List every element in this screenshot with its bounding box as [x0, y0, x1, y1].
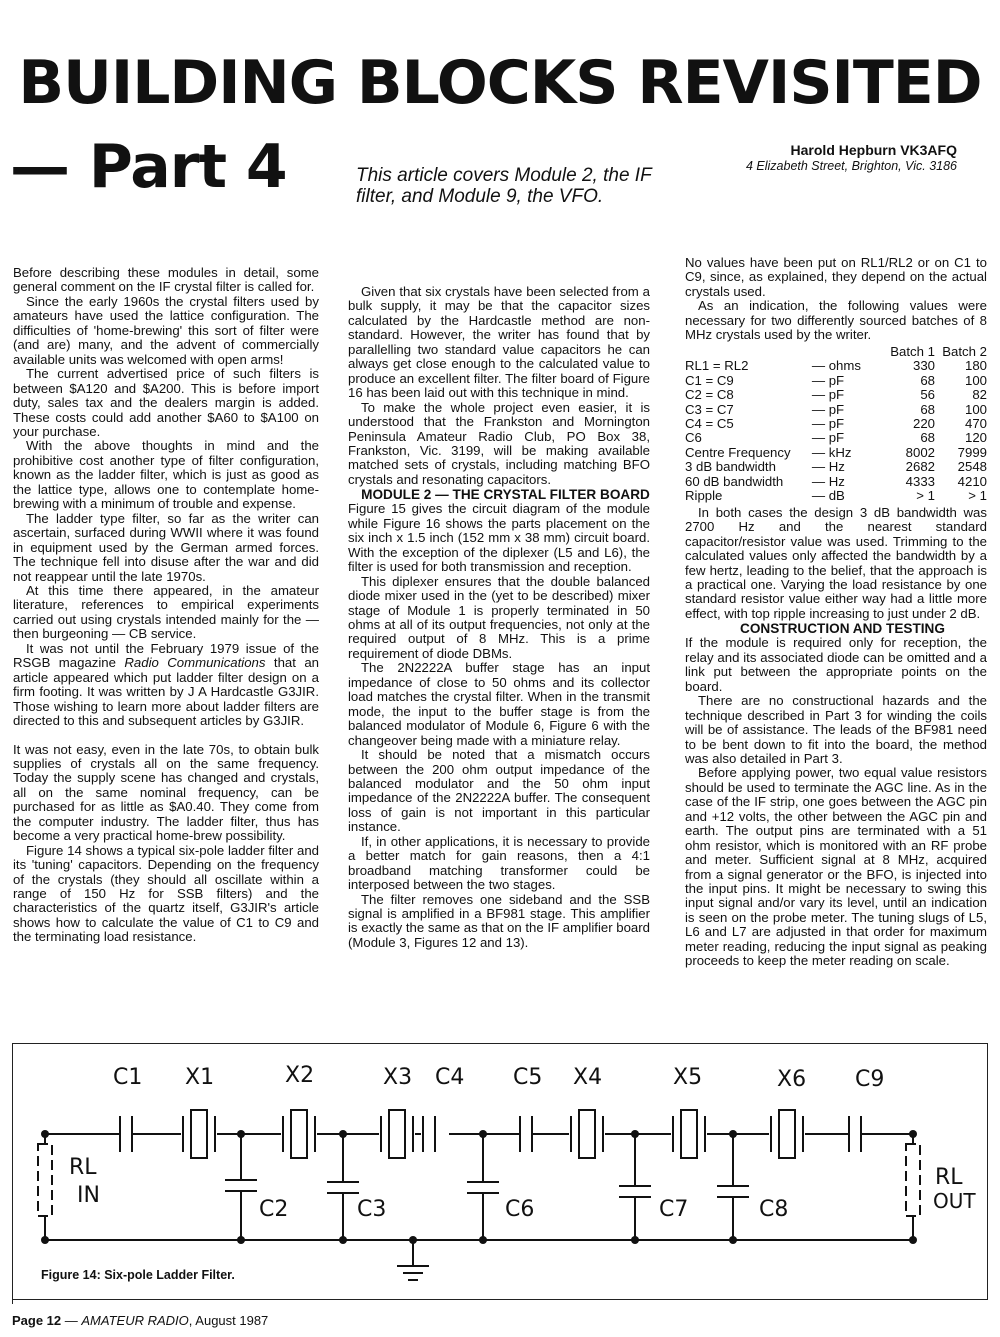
values-table-body: [685, 359, 987, 504]
label-x3: X3: [383, 1065, 413, 1090]
figure-14-schematic: [12, 1043, 988, 1300]
paragraph: No values have been put on RL1/RL2 or on C1 to C9, since, as explained, they depend on the actual crystals used.: [685, 255, 987, 299]
table-header-row: [685, 345, 987, 359]
paragraph: In both cases the design 3 dB bandwidth was 2700 Hz and the nearest standard capacitor/resistor value was used. Trimming to the calculated values only affected the bandwidth by a few hertz, leading to the belief, that the approach is a practical one. Varying the load resistance by one standard resistor value either way had a little more effect, with top ripple increasing to just under 2 dB.: [685, 504, 987, 621]
column-3: [685, 256, 987, 969]
table-cell-b1: 56: [920, 387, 935, 403]
rl-out-resistor: [906, 1144, 920, 1216]
page-footer: [12, 1313, 268, 1328]
table-row: [685, 460, 987, 474]
page-number: Page 12: [12, 1313, 62, 1328]
table-cell-unit: — pF: [811, 415, 845, 431]
label-c6: C6: [505, 1197, 535, 1222]
table-cell-label: Centre Frequency: [685, 444, 791, 460]
label-c1: C1: [113, 1065, 143, 1090]
table-cell-unit: — pF: [811, 430, 845, 446]
table-cell-b1: 68: [920, 401, 935, 417]
table-cell-label: 3 dB bandwidth: [685, 459, 776, 475]
table-row: [685, 475, 987, 489]
paragraph: Figure 15 gives the circuit diagram of the module while Figure 16 shows the parts placement on the six inch x 1.5 inch (152 mm x 38 mm) circuit board. With the exception of the diplexer (L5 and L6), the filter is used for both transmission and reception.: [348, 501, 650, 575]
column-2: [348, 285, 650, 950]
label-x2: X2: [285, 1063, 315, 1088]
section-heading: CONSTRUCTION AND TESTING: [740, 621, 945, 637]
table-cell-b2: > 1: [968, 488, 987, 504]
article-lede: This article covers Module 2, the IF filter, and Module 9, the VFO.: [356, 165, 652, 207]
junction-dot: [631, 1236, 639, 1244]
table-cell-label: C2 = C8: [685, 387, 734, 403]
x2-body: [291, 1110, 307, 1158]
cap-gap: [848, 1114, 862, 1154]
junction-dot: [339, 1236, 347, 1244]
paragraph: Before applying power, two equal value resistors should be used to terminate the AGC line. As in the case of the IF strip, one goes between the AGC pin and +12 volts, the other between the AGC pin and earth. The output pins are terminated with a 51 ohm resistor, which is monitored with an RF probe and meter. Sufficient signal at 8 MHz, acquired from a signal generator or the BFO, is injected into the input pins. It might be necessary to swing this input signal and/or vary its level, until an indication is seen on the probe meter. The tuning slugs of L5, L6 and L7 are adjusted in that order for maximum meter reading, reducing the input signal as peaking proceeds to keep the meter reading on scale.: [685, 765, 987, 969]
label-c2: C2: [259, 1197, 289, 1222]
article-title: BUILDING BLOCKS REVISITED: [18, 48, 982, 118]
table-header-cell: Batch 2: [942, 343, 987, 359]
table-cell-unit: — pF: [811, 387, 845, 403]
paragraph: It was not easy, even in the late 70s, to obtain bulk supplies of crystals all on the same frequency. Today the supply scene has changed and crystals, all on the same nominal frequency, can be purchased for as little as $A0.40. They come from the computer industry. The ladder filter, thus has become a very practical home-brew possibility.: [13, 741, 319, 844]
table-cell-b1: 68: [920, 372, 935, 388]
article-subtitle: — Part 4: [10, 132, 287, 202]
paragraph: To make the whole project even easier, it is understood that the Frankston and Mornington Peninsula Amateur Radio Club, PO Box 38, Frankston, Vic. 3199, will be making available matched sets of crystals, including matching BFO crystals and resonating capacitors.: [348, 399, 650, 487]
paragraph: With the above thoughts in mind and the prohibitive cost another type of filter configuration, known as the ladder filter, which is just as good as the lattice type, allows one to contemplate home-brewing with a minimum of trouble and expense.: [13, 438, 319, 512]
column-1: [13, 266, 319, 945]
table-row: [685, 374, 987, 388]
x3-body: [389, 1110, 405, 1158]
junction-dot: [339, 1130, 347, 1138]
table-header-cell: [685, 345, 806, 359]
magazine-title: AMATEUR RADIO: [81, 1313, 189, 1328]
cap-gap: [519, 1114, 533, 1154]
table-cell-b1: 2682: [905, 459, 935, 475]
table-cell-unit: — kHz: [811, 444, 852, 460]
table-row: [685, 359, 987, 373]
label-x4: X4: [573, 1065, 603, 1090]
paragraph: Figure 14 shows a typical six-pole ladder filter and its 'tuning' capacitors. Depending on the frequency of the crystals (they should all oscillate within a range of 150 Hz for SSB filters) and the characteristics of the quartz itself, G3JIR's article shows how to calculate the value of C1 to C9 and the terminating load resistance.: [13, 842, 319, 945]
table-cell-b1: > 1: [916, 488, 935, 504]
x6-body: [779, 1110, 795, 1158]
paragraph: It should be noted that a mismatch occurs between the 200 ohm output impedance of the balanced modulator and the 50 ohm input impedance of the 2N2222A buffer. The consequent loss of gain is not important in this particular instance.: [348, 747, 650, 835]
table-cell-b1: 220: [912, 415, 935, 431]
table-cell-label: Ripple: [685, 488, 723, 504]
junction-dot: [909, 1130, 917, 1138]
label-c9: C9: [855, 1067, 885, 1092]
table-cell-b2: 2548: [957, 459, 987, 475]
table-cell-unit: — Hz: [811, 473, 845, 489]
table-cell-b2: 82: [972, 387, 987, 403]
junction-dot: [729, 1130, 737, 1138]
section-heading: MODULE 2 — THE CRYSTAL FILTER BOARD: [361, 487, 650, 503]
magazine-name: Radio Communications: [124, 655, 266, 671]
label-rl-out: RL: [935, 1165, 963, 1190]
paragraph: At this time there appeared, in the amateur literature, references to empirical experiments carried out using crystals intended mainly for the — then burgeoning — CB service.: [13, 582, 319, 642]
paragraph: This diplexer ensures that the double balanced diode mixer used in the (yet to be described) mixer stage of Module 1 is properly terminated in 50 ohms at all of its output frequencies, not only at the required output of 8 MHz. This is a prime requirement of diode DBMs.: [348, 573, 650, 661]
paragraph: Since the early 1960s the crystal filters used by amateurs have used the lattice configuration. The difficulties of 'home-brewing' this sort of filter were (and are) many, and the advent of commercially available units was welcomed with open arms!: [13, 293, 319, 367]
table-cell-b2: 100: [964, 372, 987, 388]
paragraph: The 2N2222A buffer stage has an input impedance of close to 50 ohms and its collector load matches the crystal filter. When in the transmit mode, the input to the buffer stage is from the balanced modulator of Module 6, Figure 6 with the changeover being made with a miniature relay.: [348, 660, 650, 748]
author-address: 4 Elizabeth Street, Brighton, Vic. 3186: [745, 159, 957, 173]
label-c8: C8: [759, 1197, 789, 1222]
x4-body: [579, 1110, 595, 1158]
table-row: [685, 403, 987, 417]
table-header-cell: Batch 1: [890, 343, 935, 359]
table-header-cell: [806, 345, 869, 359]
table-row: [685, 388, 987, 402]
junction-dot: [479, 1130, 487, 1138]
table-cell-b2: 180: [964, 358, 987, 374]
table-row: [685, 417, 987, 431]
figure-caption: Figure 14: Six-pole Ladder Filter.: [41, 1268, 235, 1282]
table-cell-unit: — ohms: [811, 358, 861, 374]
label-c3: C3: [357, 1197, 387, 1222]
junction-dot: [729, 1236, 737, 1244]
footer-separator: —: [61, 1313, 82, 1328]
table-cell-b2: 100: [964, 401, 987, 417]
earth-icon: [397, 1240, 429, 1280]
table-cell-b2: 120: [964, 430, 987, 446]
paragraph: If, in other applications, it is necessary to provide a better match for gain reasons, then a 4:1 broadband matching transformer could be interposed between the two stages.: [348, 833, 650, 893]
table-cell-label: RL1 = RL2: [685, 358, 749, 374]
table-cell-unit: — dB: [811, 488, 845, 504]
issue-date: , August 1987: [188, 1313, 269, 1328]
x5-body: [681, 1110, 697, 1158]
table-cell-b1: 68: [920, 430, 935, 446]
table-cell-unit: — Hz: [811, 459, 845, 475]
table-cell-label: C4 = C5: [685, 415, 734, 431]
table-cell-b1: 330: [912, 358, 935, 374]
paragraph: The ladder type filter, so far as the writer can ascertain, surfaced during WWII where it was found in equipment used by the German armed forces. The technique fell into disuse after the war and did not reappear until the late 1970s.: [13, 510, 319, 584]
label-c5: C5: [513, 1065, 543, 1090]
table-row: [685, 446, 987, 460]
paragraph: There are no constructional hazards and the technique described in Part 3 for winding the coils will be of assistance. The leads of the BF981 need to be bent down to fit into the board, the method was also detailed in Part 3.: [685, 693, 987, 766]
ladder-filter-diagram: [13, 1044, 987, 1299]
paragraph: The current advertised price of such filters is between $A120 and $A200. This is before import duty, sales tax and the dealers margin is added. These costs could add another $A60 to $A100 on your purchase.: [13, 366, 319, 439]
label-x6: X6: [777, 1067, 807, 1092]
table-cell-b1: 4333: [905, 473, 935, 489]
table-cell-label: C3 = C7: [685, 401, 734, 417]
table-cell-b2: 4210: [957, 473, 987, 489]
junction-dot: [237, 1236, 245, 1244]
cap-gap: [119, 1114, 133, 1154]
table-cell-unit: — pF: [811, 372, 845, 388]
paragraph-text: It was not until the February 1979 issue of the RSGB magazine: [13, 640, 319, 671]
table-cell-label: C1 = C9: [685, 372, 734, 388]
rl-in-resistor: [38, 1144, 52, 1216]
label-x5: X5: [673, 1065, 703, 1090]
label-out: OUT: [933, 1189, 976, 1213]
junction-dot: [41, 1130, 49, 1138]
author-name: Harold Hepburn VK3AFQ: [790, 142, 957, 158]
label-rl-in: RL: [69, 1155, 97, 1180]
paragraph: [13, 642, 319, 729]
values-table: [685, 345, 987, 504]
table-cell-unit: — pF: [811, 401, 845, 417]
margin-rule: [12, 1298, 13, 1304]
junction-dot: [479, 1236, 487, 1244]
table-cell-b2: 470: [964, 415, 987, 431]
paragraph: As an indication, the following values were necessary for two differently sourced batches of 8 MHz crystals used by the writer.: [685, 298, 987, 343]
label-x1: X1: [185, 1065, 215, 1090]
table-row: [685, 431, 987, 445]
table-row: [685, 489, 987, 503]
paragraph: The filter removes one sideband and the SSB signal is amplified in a BF981 stage. This amplifier is exactly the same as that on the IF amplifier board (Module 3, Figures 12 and 13).: [348, 891, 650, 950]
junction-dot: [41, 1236, 49, 1244]
label-in: IN: [77, 1183, 100, 1208]
junction-dot: [909, 1236, 917, 1244]
label-c4: C4: [435, 1065, 465, 1090]
paragraph: Before describing these modules in detail, some general comment on the IF crystal filter is called for.: [13, 265, 319, 295]
x1-body: [191, 1110, 207, 1158]
paragraph: Given that six crystals have been selected from a bulk supply, it may be that the capacitor sizes calculated by the Hardcastle method are non- standard. However, the writer has found that by parallelling two standard value capacitors he can always get close enough to the calculated value to produce an excellent filter. The filter board of Figure 16 has been laid out with this technique in mind.: [348, 284, 650, 401]
paragraph: If the module is required only for reception, the relay and its associated diode can be omitted and a link put between the appropriate points on the board.: [685, 635, 987, 694]
table-cell-label: 60 dB bandwidth: [685, 473, 784, 489]
label-c7: C7: [659, 1197, 689, 1222]
table-cell-b2: 7999: [957, 444, 987, 460]
table-cell-label: C6: [685, 430, 702, 446]
paragraph-text: that an article appeared which put ladder filter design on a firm footing. It was written by J A Hardcastle G3JIR. Those wishing to learn more about ladder filters are directed to this and subsequent articles by G3JIR.: [13, 655, 319, 729]
author-block: [746, 142, 957, 174]
table-cell-b1: 8002: [905, 444, 935, 460]
junction-dot: [631, 1130, 639, 1138]
junction-dot: [237, 1130, 245, 1138]
